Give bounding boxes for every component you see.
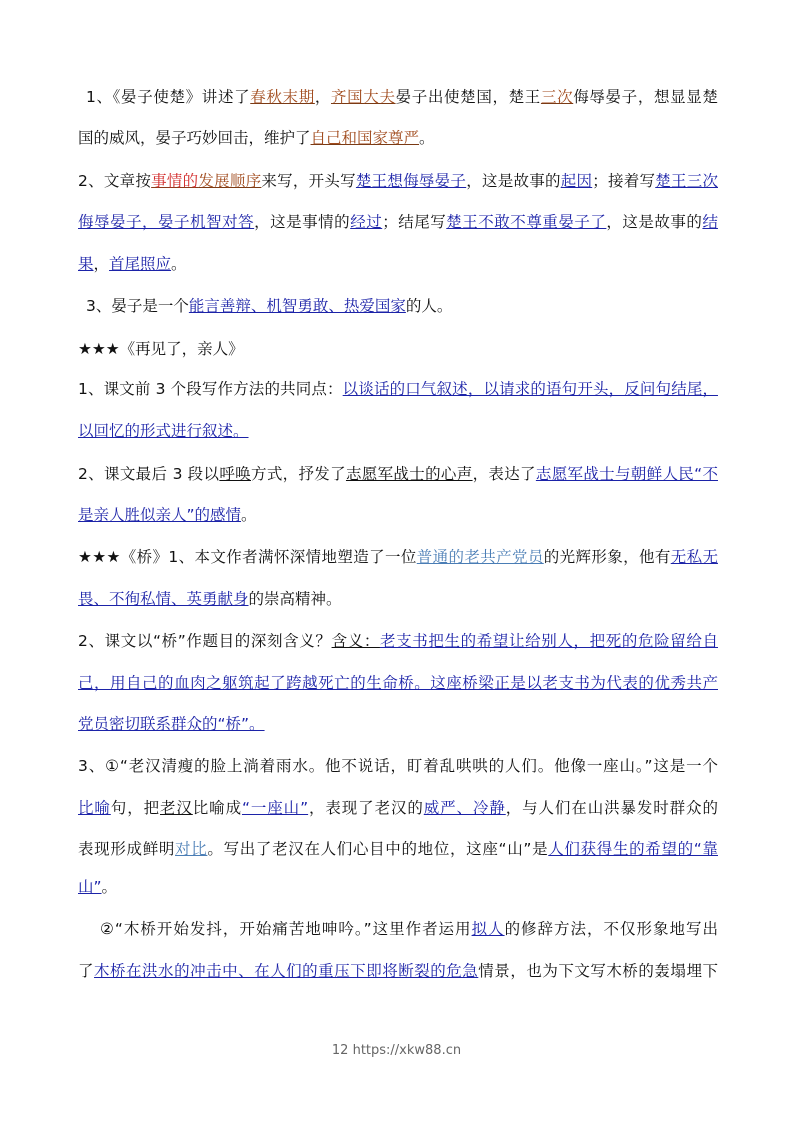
answer-highlight: 楚王不敢不尊重晏子了 [446,213,607,231]
answer-highlight: 山” [78,878,102,896]
answer-highlight: 己，用自己的血肉之躯筑起了跨越死亡的生命桥。这座桥梁正是以老支书为代表的优秀共产 [78,674,718,692]
answer-highlight: 老支书把生的希望让给别人，把死的危险留给自 [379,632,718,650]
text-segment: 的崇高精神。 [248,590,342,608]
text-segment: 表现形成鲜明 [78,840,176,858]
text-segment: 。写出了老汉在人们心目中的地位，这座“山”是 [207,840,549,858]
answer-highlight: 楚王想侮辱晏子 [355,172,467,190]
answer-highlight: 春秋末期 [250,88,315,106]
answer-highlight: 含义： [331,632,380,650]
text-line [78,713,718,735]
text-segment: 3、晏子是一个 [86,297,189,315]
answer-highlight: 齐国大夫 [331,88,396,106]
text-line [78,630,718,652]
text-line [78,338,718,360]
answer-highlight: 结 [702,213,718,231]
text-line [78,672,718,694]
answer-highlight: 发展顺序 [198,172,262,190]
answer-highlight: 自己和国家尊严 [310,129,420,147]
text-segment: ；结尾写 [382,213,447,231]
text-line [78,378,718,400]
text-segment: 2、文章按 [78,172,152,190]
text-segment: 的光辉形象，他有 [543,548,671,566]
answer-highlight: 人们获得生的希望的“靠 [548,840,718,858]
answer-highlight: 能言善辩、机智勇敢、热爱国家 [188,297,406,315]
answer-highlight: 经过 [350,213,383,231]
text-segment: 了 [78,962,95,980]
text-line [78,504,718,526]
text-line [86,295,718,317]
answer-highlight: 起因 [560,172,593,190]
answer-highlight: “一座山” [241,799,309,817]
answer-highlight: 呼唤 [219,465,251,483]
answer-highlight: 以谈话的口气叙述，以请求的语句开头，反问句结尾， [342,380,718,398]
text-segment: ，与人们在山洪暴发时群众的 [505,799,718,817]
page-footer: 12 https://xkw88.cn [331,1043,462,1058]
answer-highlight: 威严、冷静 [423,799,506,817]
text-segment: 。 [171,255,187,273]
text-segment: 2、课文最后 3 段以 [78,465,220,483]
answer-highlight: 畏、不徇私情、英勇献身 [78,590,249,608]
answer-highlight: 事情的 [151,172,199,190]
text-segment: 晏子出使楚国，楚王 [395,88,541,106]
text-line [78,170,718,192]
text-segment: 。 [101,878,118,896]
text-segment: 国的威风，晏子巧妙回击，维护了 [78,129,311,147]
text-segment: 的人。 [405,297,453,315]
answer-highlight: 拟人 [471,920,505,938]
text-line [78,838,718,860]
text-segment: ★★★《桥》1、本文作者满怀深情地塑造了一位 [78,548,417,566]
text-line [78,546,718,568]
text-segment: 方式，抒发了 [251,465,346,483]
text-segment: 1、课文前 3 个段写作方法的共同点： [78,380,343,398]
answer-highlight: 对比 [175,840,208,858]
text-line [78,420,718,442]
text-segment: 3、①“老汉清瘦的脸上淌着雨水。他不说话，盯着乱哄哄的人们。他像一座山。”这是一个 [78,757,718,775]
text-segment: ；接着写 [592,172,656,190]
text-segment: 侮辱晏子，想显显楚 [573,88,718,106]
text-segment: ，表现了老汉的 [308,799,424,817]
text-segment: 的修辞方法，不仅形象地写出 [504,920,718,938]
text-line [100,918,718,940]
text-line [78,211,718,233]
text-line [78,253,718,275]
answer-highlight: 老汉 [159,799,193,817]
text-segment: 。 [419,129,435,147]
answer-highlight: 木桥在洪水的冲击中、在人们的重压下即将断裂的危急 [94,962,479,980]
text-segment: ， [93,255,110,273]
answer-highlight: 志愿军战士的心声 [345,465,473,483]
text-line [78,463,718,485]
text-segment: ，这是故事的 [466,172,561,190]
answer-highlight: 果 [78,255,94,273]
text-segment: 2、课文以“桥”作题目的深刻含义？ [78,632,332,650]
text-segment: ，表达了 [472,465,536,483]
text-segment: 1、《晏子使楚》讲述了 [86,88,251,106]
text-segment: ，这是事情的 [254,213,351,231]
text-segment: ，这是故事的 [606,213,703,231]
answer-highlight: 首尾照应 [109,255,172,273]
answer-highlight: 是亲人胜似亲人”的感情 [78,506,242,524]
answer-highlight: 以回忆的形式进行叙述。 [78,422,249,440]
answer-highlight: 普通的老共产党员 [416,548,544,566]
answer-highlight: 楚王三次 [655,172,718,190]
text-line [78,960,718,982]
text-segment: 句，把 [110,799,160,817]
text-segment: ， [314,88,331,106]
answer-highlight: 侮辱晏子，晏子机智对答 [78,213,255,231]
text-line [78,876,718,898]
text-segment: ②“木桥开始发抖，开始痛苦地呻吟。”这里作者运用 [100,920,472,938]
text-line [78,797,718,819]
text-segment: 情景，也为下文写木桥的轰塌埋下 [478,962,718,980]
text-segment: 。 [241,506,257,524]
text-line [78,755,718,777]
text-segment: 来写，开头写 [261,172,356,190]
answer-highlight: 比喻 [78,799,111,817]
text-line [78,127,718,149]
text-segment: 比喻成 [192,799,242,817]
answer-highlight: 三次 [540,88,574,106]
text-segment: ★★★《再见了，亲人》 [78,340,244,358]
answer-highlight: 无私无 [670,548,718,566]
text-line [86,86,718,108]
answer-highlight: 党员密切联系群众的“桥”。 [78,715,265,733]
text-line [78,588,718,610]
answer-highlight: 志愿军战士与朝鲜人民“不 [535,465,718,483]
